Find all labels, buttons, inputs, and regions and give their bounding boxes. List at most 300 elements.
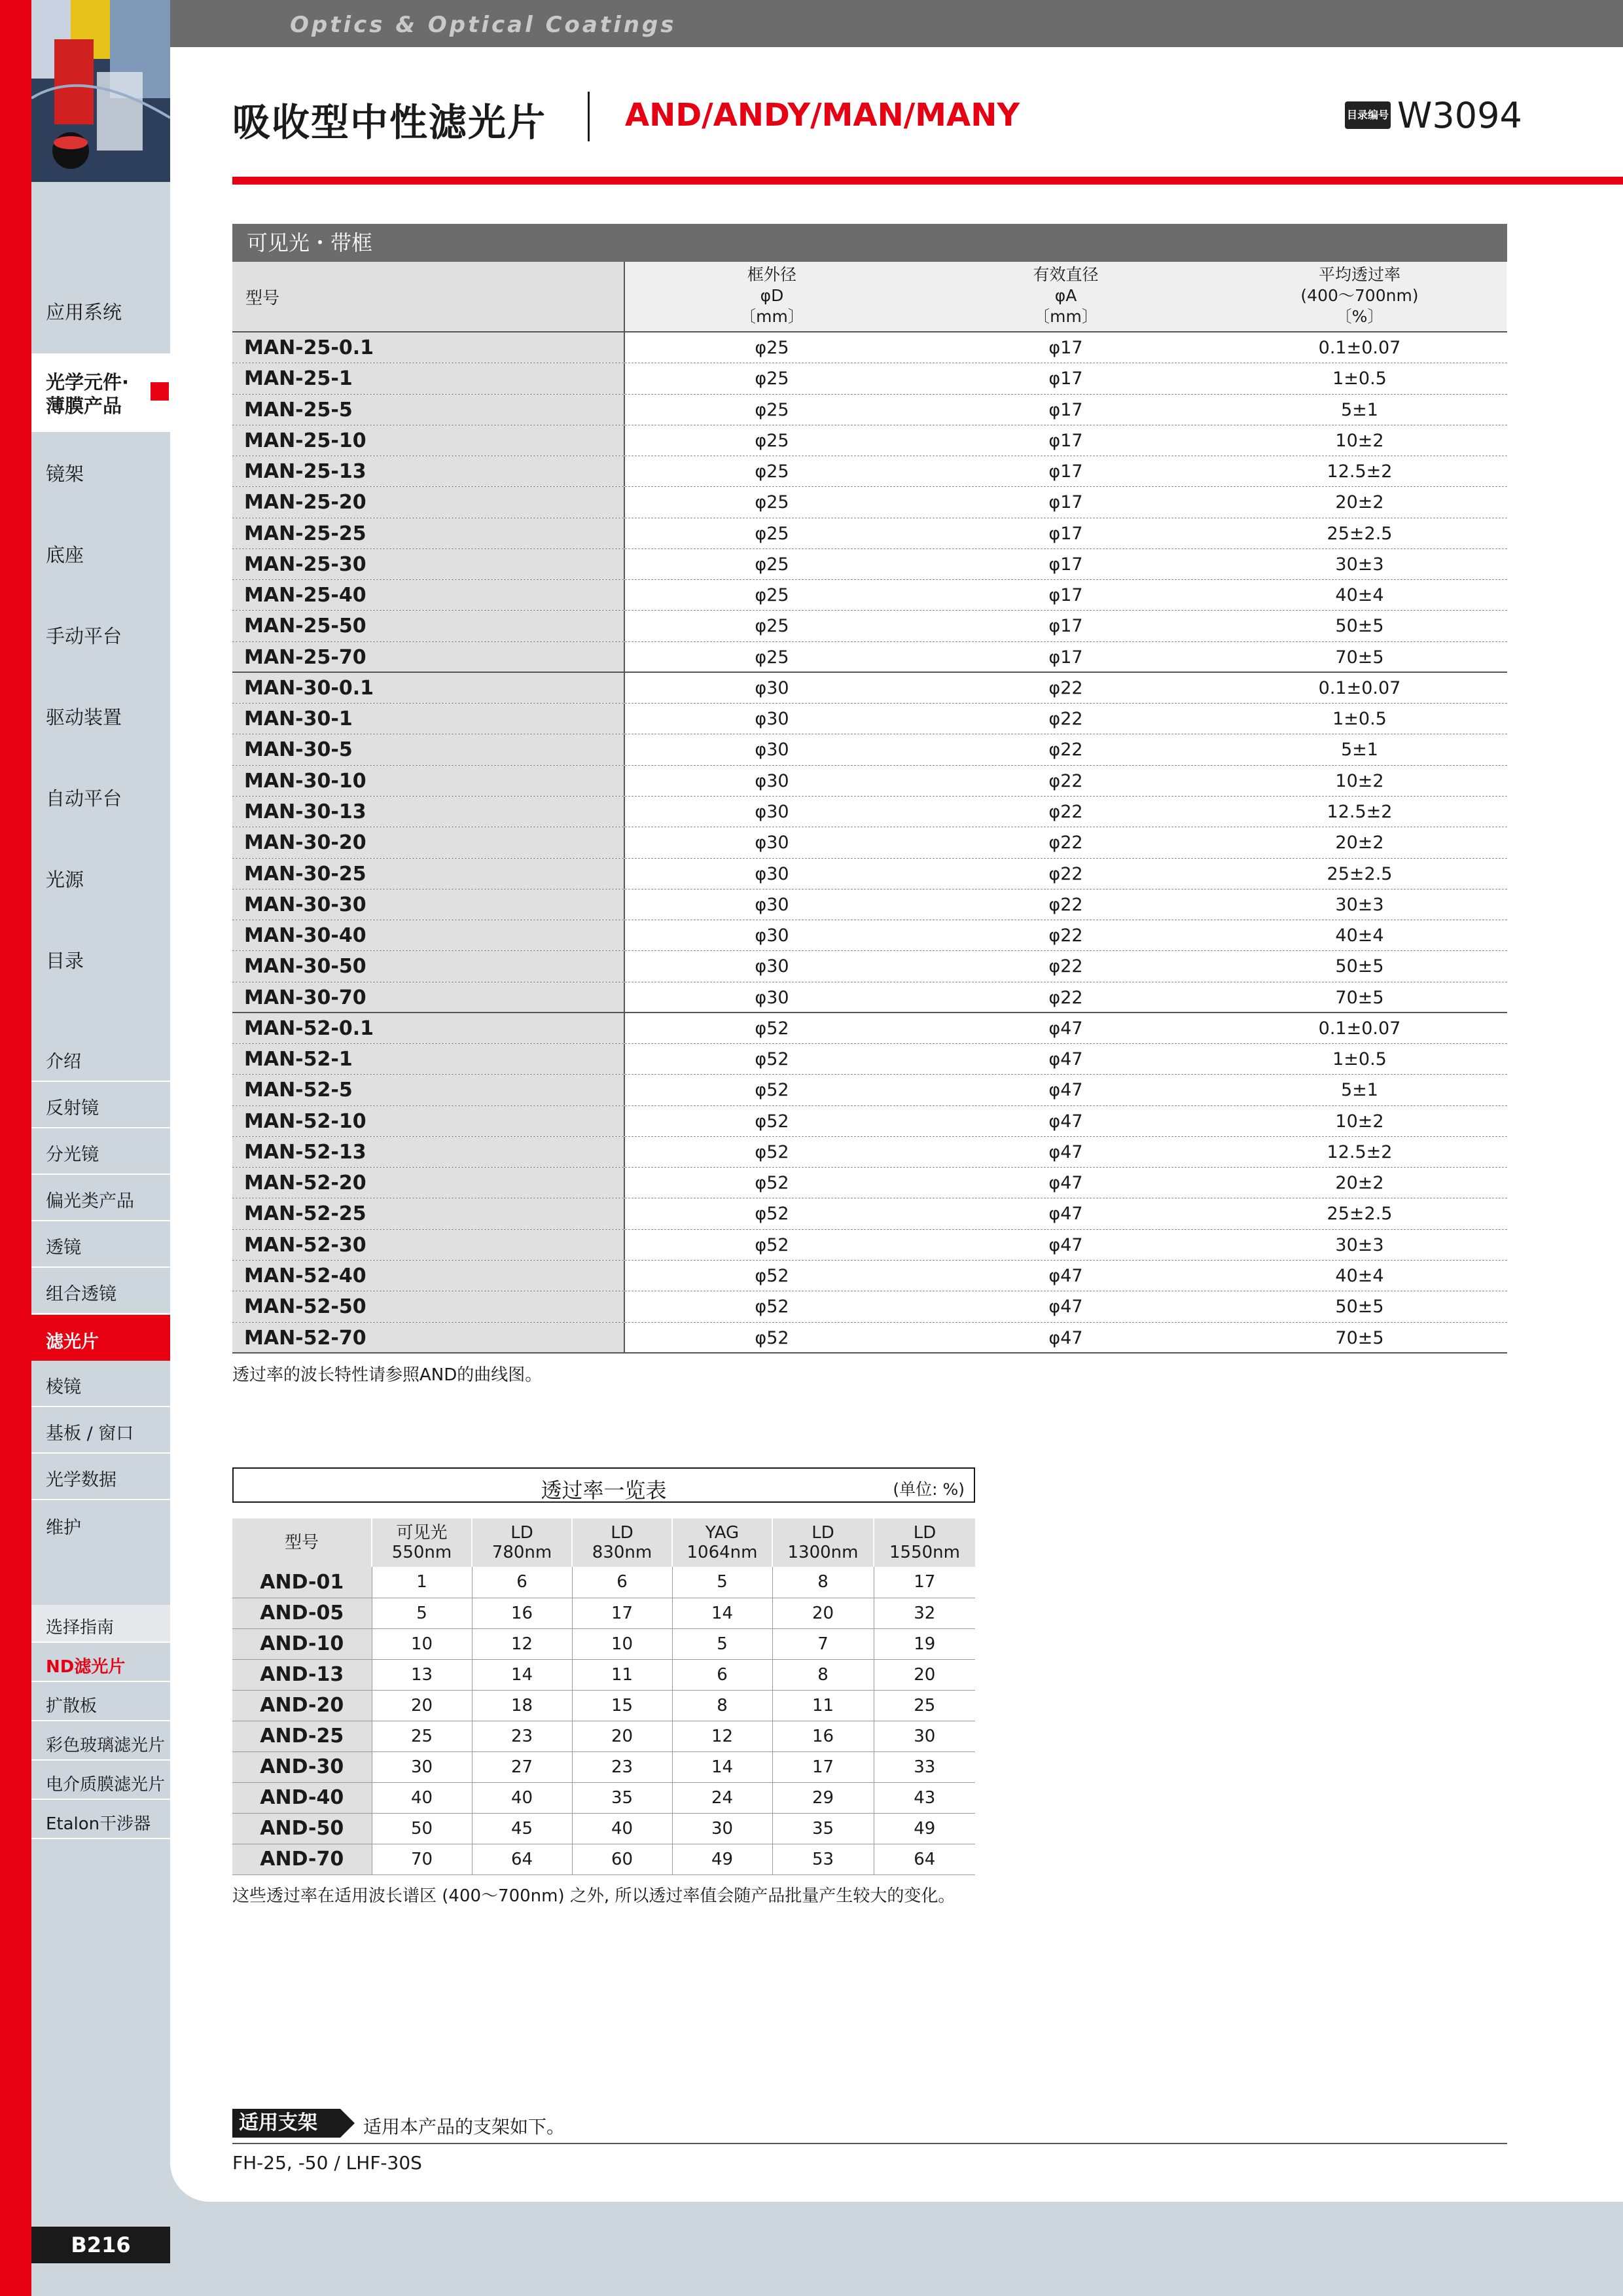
cell-value: 5 [672,1628,772,1659]
cell-effective-diameter: φ17 [1048,492,1083,513]
col-model: 型号 [232,262,625,331]
cell-outer-diameter: φ30 [755,677,789,698]
title-separator [588,92,590,141]
cell-effective-diameter: φ17 [1048,647,1083,668]
cell-transmittance: 40±4 [1335,925,1384,946]
cell-effective-diameter: φ47 [1048,1234,1083,1255]
cell-model: MAN-25-1 [232,363,625,393]
t2-col-wavelength: 550nm [391,1543,452,1562]
table-row [232,642,1507,673]
cell-outer-diameter: φ52 [755,1111,789,1132]
cell-effective-diameter: φ17 [1048,585,1083,606]
cell-outer-diameter: φ52 [755,1018,789,1039]
cell-value: 64 [874,1844,975,1874]
table-row [232,363,1507,394]
table-row [232,1844,975,1874]
t2-col-model [232,1518,372,1567]
cell-transmittance: 40±4 [1335,1265,1384,1286]
table-row [232,1690,975,1721]
cell-effective-diameter: φ47 [1048,1111,1083,1132]
table-row [232,1075,1507,1105]
table-row [232,1721,975,1751]
cell-model: AND-20 [232,1690,372,1721]
table-row [232,1598,975,1628]
cell-transmittance: 10±2 [1335,430,1384,451]
cell-effective-diameter: φ47 [1048,1327,1083,1348]
cell-value: 64 [472,1844,572,1874]
cell-outer-diameter: φ52 [755,1080,789,1101]
sub-etalon[interactable] [31,1801,170,1839]
t2-col-550 [372,1518,472,1567]
col-transmittance [1213,262,1507,331]
cell-value: 23 [572,1751,672,1782]
transmittance-table-title: 透过率一览表 [541,1478,667,1503]
cell-model: MAN-52-20 [232,1168,625,1198]
cell-transmittance: 50±5 [1335,956,1384,977]
nav-optics-active[interactable] [31,353,170,432]
t2-col-1300 [772,1518,874,1567]
table-row [232,1782,975,1813]
cat-label: 透镜 [46,1238,81,1258]
cell-value: 16 [772,1721,874,1751]
cell-model: MAN-25-50 [232,611,625,641]
cell-effective-diameter: φ17 [1048,338,1083,358]
cell-value: 20 [372,1690,472,1721]
nav-catalog[interactable]: 目录 [46,950,84,972]
cell-model: AND-05 [232,1598,372,1628]
cell-effective-diameter: φ17 [1048,461,1083,482]
cat-substrates[interactable] [31,1408,170,1454]
cell-value: 30 [372,1751,472,1782]
cell-transmittance: 70±5 [1335,987,1384,1008]
cell-transmittance: 12.5±2 [1327,1141,1393,1162]
cat-filters-active[interactable] [31,1315,170,1361]
t2-col-1064 [672,1518,772,1567]
cell-outer-diameter: φ25 [755,585,789,606]
nav-application-systems[interactable]: 应用系统 [46,301,122,323]
mounts-rule [232,2143,1507,2144]
table-row [232,704,1507,734]
table-row [232,518,1507,549]
cell-transmittance: 5±1 [1341,1080,1378,1101]
t2-col-wavelength: 780nm [491,1543,552,1562]
cell-outer-diameter: φ30 [755,740,789,761]
cell-outer-diameter: φ25 [755,368,789,389]
cell-outer-diameter: φ25 [755,338,789,358]
table-row [232,951,1507,982]
table-row [232,1751,975,1782]
cell-value: 14 [672,1751,772,1782]
cell-effective-diameter: φ22 [1048,677,1083,698]
cell-value: 20 [874,1659,975,1690]
table-row [232,982,1507,1013]
cell-outer-diameter: φ52 [755,1327,789,1348]
cell-model: MAN-52-5 [232,1075,625,1105]
cell-transmittance: 40±4 [1335,585,1384,606]
sub-label: 电介质膜滤光片 [46,1775,166,1795]
cell-value: 1 [372,1567,472,1598]
cell-transmittance: 70±5 [1335,1327,1384,1348]
col-outer-diameter [625,262,919,331]
cell-model: AND-13 [232,1659,372,1690]
table-row [232,1106,1507,1137]
cell-outer-diameter: φ52 [755,1141,789,1162]
table-row [232,797,1507,827]
table-row [232,859,1507,889]
title-rule [232,177,1623,185]
cell-transmittance: 20±2 [1335,1173,1384,1194]
nav-actuators[interactable]: 驱动装置 [46,706,122,728]
cell-model: AND-30 [232,1751,372,1782]
page-number: B216 [31,2227,170,2263]
cell-value: 60 [572,1844,672,1874]
cell-model: MAN-30-20 [232,827,625,857]
nav-optics-line2: 薄膜产品 [46,395,122,417]
transmittance-table-body [232,1567,975,1874]
t2-col-830 [572,1518,672,1567]
active-marker [151,382,169,401]
cell-transmittance: 70±5 [1335,647,1384,668]
col-d-line3: 〔mm〕 [740,307,804,326]
spec-table-body [232,332,1507,1354]
cell-outer-diameter: φ30 [755,987,789,1008]
table-row [232,1168,1507,1198]
cell-value: 49 [672,1844,772,1874]
cell-value: 30 [874,1721,975,1751]
col-a-line3: 〔mm〕 [1033,307,1098,326]
sub-diffusers[interactable] [31,1683,170,1721]
nav-mounts[interactable]: 镜架 [46,463,84,485]
cell-effective-diameter: φ47 [1048,1080,1083,1101]
cell-value: 8 [672,1690,772,1721]
transmittance-table-unit: (单位: %) [893,1480,965,1499]
cell-outer-diameter: φ30 [755,863,789,884]
cell-model: MAN-25-10 [232,425,625,456]
cell-effective-diameter: φ22 [1048,956,1083,977]
cell-value: 32 [874,1598,975,1628]
cell-value: 5 [672,1567,772,1598]
catalog-badge: 目录编号 [1345,101,1391,129]
table-row [232,1044,1507,1075]
cat-beamsplitters[interactable] [31,1129,170,1175]
cell-value: 10 [372,1628,472,1659]
cell-effective-diameter: φ17 [1048,368,1083,389]
cell-model: MAN-25-40 [232,580,625,610]
spec-table-title: 可见光・带框 [232,224,1507,262]
cell-value: 20 [772,1598,874,1628]
cell-effective-diameter: φ47 [1048,1141,1083,1162]
t2-col-1550 [874,1518,975,1567]
cat-label: 分光镜 [46,1145,99,1165]
cell-transmittance: 30±3 [1335,894,1384,915]
page-title: 吸收型中性滤光片 [232,100,547,145]
sub-label: 选择指南 [46,1618,115,1638]
cell-model: MAN-30-10 [232,766,625,796]
cell-outer-diameter: φ25 [755,461,789,482]
table-row [232,332,1507,363]
cell-value: 16 [472,1598,572,1628]
table-row [232,734,1507,765]
cell-model: MAN-30-1 [232,704,625,734]
cell-outer-diameter: φ25 [755,647,789,668]
spec-table-note: 透过率的波长特性请参照AND的曲线图。 [232,1365,543,1385]
left-red-bar [0,0,31,2296]
cell-transmittance: 12.5±2 [1327,461,1393,482]
cell-value: 25 [372,1721,472,1751]
cell-effective-diameter: φ17 [1048,523,1083,544]
cell-transmittance: 25±2.5 [1327,863,1393,884]
cell-transmittance: 50±5 [1335,1297,1384,1318]
t2-col-label: LD [913,1523,936,1543]
cell-value: 5 [372,1598,472,1628]
sub-label: 扩散板 [46,1696,98,1716]
table-row [232,611,1507,641]
cell-value: 18 [472,1690,572,1721]
nav-light-sources[interactable]: 光源 [46,869,84,891]
cat-polarizers[interactable] [31,1175,170,1221]
t2-col-wavelength: 1064nm [687,1543,758,1562]
cat-label: 组合透镜 [46,1284,116,1304]
table-row [232,827,1507,858]
cell-value: 17 [772,1751,874,1782]
col-t-line2: (400〜700nm) [1300,286,1419,305]
sub-selection-guide[interactable] [31,1605,170,1643]
sub-label: 彩色玻璃滤光片 [46,1736,166,1755]
cell-value: 24 [672,1782,772,1813]
cat-compound-lenses[interactable] [31,1268,170,1314]
cell-value: 19 [874,1628,975,1659]
table-row [232,1198,1507,1229]
cell-effective-diameter: φ22 [1048,987,1083,1008]
sub-label: ND滤光片 [46,1657,126,1677]
cell-value: 17 [572,1598,672,1628]
transmittance-table [232,1518,975,1875]
col-t-line1: 平均透过率 [1318,265,1400,284]
cell-model: AND-01 [232,1567,372,1598]
cell-model: MAN-25-20 [232,487,625,517]
cell-transmittance: 5±1 [1341,399,1378,420]
sub-dielectric[interactable] [31,1762,170,1800]
cat-label: 维护 [46,1518,81,1538]
cell-value: 30 [672,1813,772,1844]
cell-value: 49 [874,1813,975,1844]
cat-prisms[interactable] [31,1361,170,1407]
t2-col-wavelength: 1300nm [787,1543,859,1562]
table-row [232,920,1507,951]
table-row [232,1567,975,1598]
table-row [232,425,1507,456]
cell-model: MAN-25-5 [232,395,625,425]
cell-effective-diameter: φ22 [1048,709,1083,730]
cell-value: 6 [472,1567,572,1598]
cell-effective-diameter: φ47 [1048,1297,1083,1318]
cell-effective-diameter: φ22 [1048,770,1083,791]
t2-col-label: YAG [705,1523,740,1543]
top-banner [31,0,1623,47]
cell-transmittance: 5±1 [1341,740,1378,761]
table-row [232,889,1507,920]
cell-outer-diameter: φ25 [755,616,789,637]
cell-effective-diameter: φ47 [1048,1173,1083,1194]
cell-effective-diameter: φ47 [1048,1049,1083,1070]
cell-transmittance: 0.1±0.07 [1318,677,1401,698]
cell-transmittance: 0.1±0.07 [1318,338,1401,358]
cell-value: 35 [572,1782,672,1813]
cell-model: MAN-52-50 [232,1291,625,1321]
cell-outer-diameter: φ52 [755,1173,789,1194]
table-row [232,673,1507,704]
nav-optics-line1: 光学元件· [46,371,130,393]
cell-effective-diameter: φ17 [1048,399,1083,420]
table-row [232,1813,975,1844]
spec-table-header [232,262,1507,332]
cell-effective-diameter: φ17 [1048,616,1083,637]
cell-outer-diameter: φ25 [755,523,789,544]
cell-value: 10 [572,1628,672,1659]
cell-outer-diameter: φ30 [755,894,789,915]
catalog-number: W3094 [1397,95,1522,136]
cell-transmittance: 10±2 [1335,770,1384,791]
table-row [232,1261,1507,1291]
mounts-tag: 适用支架 [232,2109,340,2138]
sub-label: Etalon干涉器 [46,1814,151,1834]
cell-outer-diameter: φ52 [755,1049,789,1070]
cell-transmittance: 0.1±0.07 [1318,1018,1401,1039]
cell-value: 8 [772,1659,874,1690]
cell-value: 20 [572,1721,672,1751]
sub-color-glass[interactable] [31,1723,170,1761]
table-row [232,1013,1507,1044]
cell-value: 23 [472,1721,572,1751]
cell-effective-diameter: φ17 [1048,554,1083,575]
cell-value: 25 [874,1690,975,1721]
cat-mirrors[interactable] [31,1083,170,1128]
header-photo [31,0,170,182]
cell-outer-diameter: φ52 [755,1297,789,1318]
cell-model: MAN-25-70 [232,642,625,672]
cell-value: 11 [572,1659,672,1690]
cell-model: MAN-52-1 [232,1044,625,1074]
cell-value: 40 [472,1782,572,1813]
cell-model: MAN-30-0.1 [232,673,625,703]
col-a-line1: 有效直径 [1033,265,1099,284]
cell-transmittance: 1±0.5 [1332,368,1387,389]
nav-auto-stages[interactable]: 自动平台 [46,787,122,810]
cell-effective-diameter: φ22 [1048,894,1083,915]
cell-model: MAN-25-25 [232,518,625,548]
cell-value: 40 [372,1782,472,1813]
mounts-list: FH-25, -50 / LHF-30S [232,2152,422,2174]
cell-value: 8 [772,1567,874,1598]
cat-label: 反射镜 [46,1098,99,1119]
cell-outer-diameter: φ30 [755,770,789,791]
t2-col-780 [472,1518,572,1567]
t2-col-label: LD [611,1523,633,1543]
cell-transmittance: 1±0.5 [1332,1049,1387,1070]
product-codes: AND/ANDY/MAN/MANY [625,97,1020,134]
cat-lenses[interactable] [31,1222,170,1268]
table-row [232,1137,1507,1168]
cat-maintenance[interactable] [31,1501,170,1547]
t2-col-label: 可见光 [396,1523,448,1543]
cell-value: 7 [772,1628,874,1659]
table-row [232,487,1507,518]
table-row [232,1291,1507,1322]
cat-intro[interactable] [31,1036,170,1082]
cell-model: MAN-52-25 [232,1198,625,1229]
sub-nd-filters-active[interactable] [31,1644,170,1682]
cell-model: MAN-30-30 [232,889,625,920]
cell-model: AND-40 [232,1782,372,1813]
cat-label: 棱镜 [46,1377,81,1397]
cell-transmittance: 20±2 [1335,833,1384,853]
table-row [232,1230,1507,1261]
table-row [232,1323,1507,1354]
cat-optical-data[interactable] [31,1454,170,1500]
cell-effective-diameter: φ17 [1048,430,1083,451]
cell-model: MAN-25-0.1 [232,332,625,363]
cell-value: 11 [772,1690,874,1721]
cell-outer-diameter: φ30 [755,801,789,822]
cell-outer-diameter: φ30 [755,925,789,946]
col-effective-diameter [919,262,1213,331]
cell-effective-diameter: φ22 [1048,925,1083,946]
cell-value: 17 [874,1567,975,1598]
cell-outer-diameter: φ30 [755,709,789,730]
table-row [232,456,1507,487]
cat-label: 基板 / 窗口 [46,1424,134,1444]
cell-outer-diameter: φ25 [755,554,789,575]
cell-transmittance: 50±5 [1335,616,1384,637]
cell-model: AND-25 [232,1721,372,1751]
cell-effective-diameter: φ22 [1048,801,1083,822]
col-t-line3: 〔%〕 [1335,307,1384,326]
cell-value: 53 [772,1844,874,1874]
spec-table [232,224,1507,1354]
cat-label: 滤光片 [46,1332,99,1352]
cell-model: MAN-52-40 [232,1261,625,1291]
mounts-description: 适用本产品的支架如下。 [363,2116,565,2138]
cell-outer-diameter: φ30 [755,833,789,853]
cell-model: MAN-30-50 [232,951,625,981]
cell-model: MAN-30-5 [232,734,625,764]
cell-value: 45 [472,1813,572,1844]
cell-value: 12 [672,1721,772,1751]
nav-bases[interactable]: 底座 [46,544,84,566]
cell-effective-diameter: φ22 [1048,740,1083,761]
cat-label: 偏光类产品 [46,1191,134,1211]
cell-transmittance: 30±3 [1335,554,1384,575]
cell-transmittance: 10±2 [1335,1111,1384,1132]
t2-col-label: LD [510,1523,533,1543]
nav-manual-stages[interactable]: 手动平台 [46,625,122,647]
cell-model: MAN-30-70 [232,982,625,1012]
table-row [232,395,1507,425]
table-row [232,766,1507,797]
cell-model: AND-10 [232,1628,372,1659]
cell-outer-diameter: φ25 [755,399,789,420]
cell-model: MAN-52-30 [232,1230,625,1260]
cell-transmittance: 25±2.5 [1327,1204,1393,1225]
t2-col-label: 型号 [284,1533,319,1552]
t2-col-wavelength: 1550nm [889,1543,960,1562]
cat-label: 介绍 [46,1052,81,1072]
cell-transmittance: 20±2 [1335,492,1384,513]
cell-model: MAN-52-0.1 [232,1013,625,1043]
t2-col-wavelength: 830nm [592,1543,652,1562]
cell-model: MAN-25-30 [232,549,625,579]
cell-effective-diameter: φ47 [1048,1018,1083,1039]
